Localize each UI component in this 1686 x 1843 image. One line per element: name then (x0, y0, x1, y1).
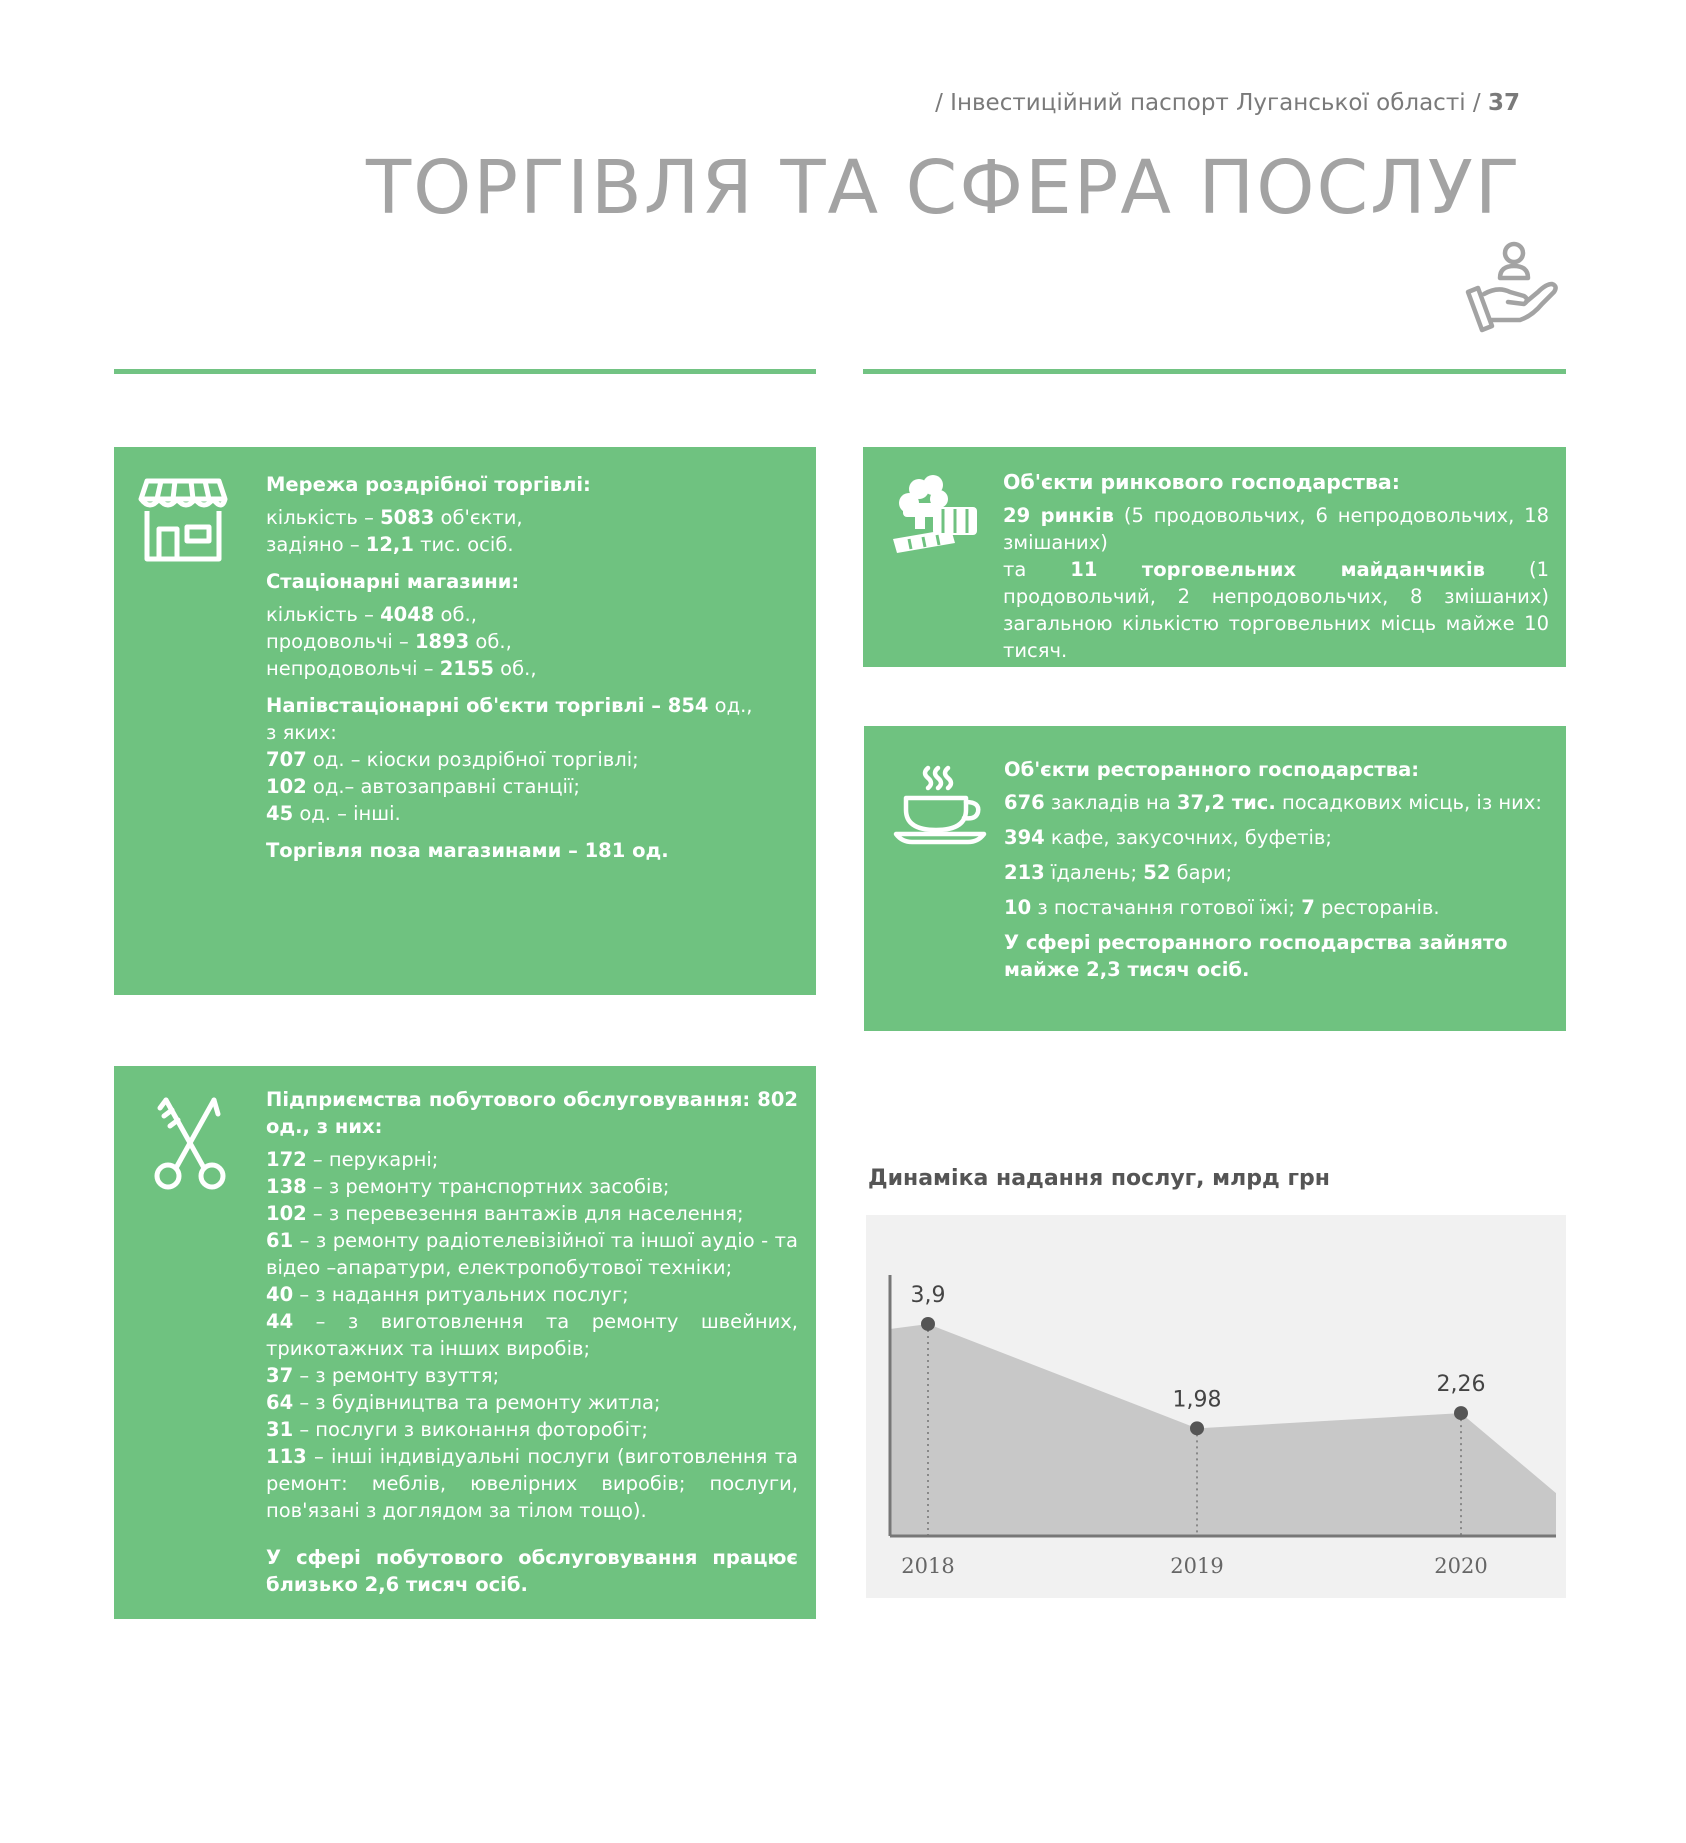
stationary-food: продовольчі – 1893 об., (266, 630, 512, 653)
coffee-cup-icon (892, 764, 988, 846)
page-title: ТОРГІВЛЯ ТА СФЕРА ПОСЛУГ (365, 145, 1522, 231)
household-text (266, 1086, 798, 1604)
market-text (1003, 469, 1549, 664)
market-sites: та 11 торговельних майданчиків (1 продовольчий, 2 непродовольчих, 8 змішаних) загальною кількістю торговельних місць майже 10 тисяч. (1003, 558, 1549, 662)
retail-employed: задіяно – 12,1 тис. осіб. (266, 533, 514, 556)
semi-kiosks: 707 од. – кіоски роздрібної торгівлі; (266, 748, 639, 771)
restaurant-venues: 676 закладів на 37,2 тис. посадкових місць, із них: (1004, 791, 1542, 814)
household-heading: Підприємства побутового обслуговування: 802 од., з них: (266, 1088, 798, 1138)
retail-heading: Мережа роздрібної торгівлі: (266, 473, 591, 496)
semi-stationary-of: з яких: (266, 721, 337, 744)
household-item: 37 – з ремонту взуття; (266, 1364, 500, 1387)
data-point (1190, 1421, 1204, 1435)
x-tick-label: 2018 (901, 1554, 955, 1578)
semi-gas-stations: 102 од.– автозаправні станції; (266, 775, 580, 798)
retail-count: кількість – 5083 об'єкти, (266, 506, 523, 529)
area-series (890, 1324, 1556, 1536)
market-heading: Об'єкти ринкового господарства: (1003, 470, 1400, 494)
market-markets: 29 ринків (5 продовольчих, 6 непродовольчих, 18 змішаних) (1003, 504, 1549, 554)
restaurant-heading: Об'єкти ресторанного господарства: (1004, 758, 1420, 781)
stationary-count: кількість – 4048 об., (266, 603, 477, 626)
divider-right (863, 369, 1566, 374)
stationary-nonfood: непродовольчі – 2155 об., (266, 657, 537, 680)
retail-card (114, 447, 816, 995)
household-employed: У сфері побутового обслуговування працює близько 2,6 тисяч осіб. (266, 1546, 798, 1596)
market-produce-icon (889, 475, 979, 557)
household-item: 40 – з надання ритуальних послуг; (266, 1283, 629, 1306)
data-label: 3,9 (910, 1282, 946, 1308)
breadcrumb (935, 90, 1520, 116)
market-card (863, 447, 1566, 667)
household-item: 102 – з перевезення вантажів для населення; (266, 1202, 744, 1225)
household-item: 138 – з ремонту транспортних засобів; (266, 1175, 670, 1198)
household-item: 113 – інші індивідуальні послуги (виготовлення та ремонт: меблів, ювелірних виробів; послуги, пов'язані з доглядом за тілом тощо). (266, 1445, 798, 1522)
restaurant-text (1004, 756, 1550, 989)
outside-stores: Торгівля поза магазинами – 181 од. (266, 839, 669, 862)
household-item: 64 – з будівництва та ремонту житла; (266, 1391, 661, 1414)
household-item: 31 – послуги з виконання фоторобіт; (266, 1418, 648, 1441)
area-chart (866, 1215, 1566, 1598)
household-item: 172 – перукарні; (266, 1148, 439, 1171)
restaurant-cafe: 394 кафе, закусочних, буфетів; (1004, 826, 1332, 849)
semi-stationary-heading: Напівстаціонарні об'єкти торгівлі – 854 од., (266, 694, 753, 717)
page-number: 37 (1487, 90, 1520, 116)
retail-text (266, 471, 796, 870)
data-point (921, 1317, 935, 1331)
restaurant-canteens-bars: 213 їдалень; 52 бари; (1004, 861, 1233, 884)
stationary-heading: Стаціонарні магазини: (266, 570, 520, 593)
storefront-icon (137, 477, 229, 563)
x-tick-label: 2019 (1170, 1554, 1224, 1578)
divider-left (114, 369, 816, 374)
chart-panel (866, 1215, 1566, 1598)
breadcrumb-text: / Інвестиційний паспорт Луганської області / (935, 90, 1481, 116)
household-item: 44 – з виготовлення та ремонту швейних, трикотажних та інших виробів; (266, 1310, 798, 1360)
scissors-key-icon (152, 1094, 232, 1192)
restaurant-delivery: 10 з постачання готової їжі; 7 ресторанів. (1004, 896, 1440, 919)
semi-other: 45 од. – інші. (266, 802, 401, 825)
data-point (1454, 1406, 1468, 1420)
household-list (266, 1146, 798, 1524)
chart-title: Динаміка надання послуг, млрд грн (868, 1166, 1330, 1191)
restaurant-employed: У сфері ресторанного господарства зайнято майже 2,3 тисяч осіб. (1004, 931, 1508, 981)
household-card (114, 1066, 816, 1619)
data-label: 1,98 (1172, 1387, 1222, 1413)
restaurant-card (864, 726, 1566, 1031)
x-tick-label: 2020 (1434, 1554, 1488, 1578)
household-item: 61 – з ремонту радіотелевізійної та іншої аудіо - та відео –апаратури, електропобутової техніки; (266, 1229, 798, 1279)
data-label: 2,26 (1436, 1372, 1486, 1398)
hand-holding-person-icon (1462, 240, 1562, 340)
